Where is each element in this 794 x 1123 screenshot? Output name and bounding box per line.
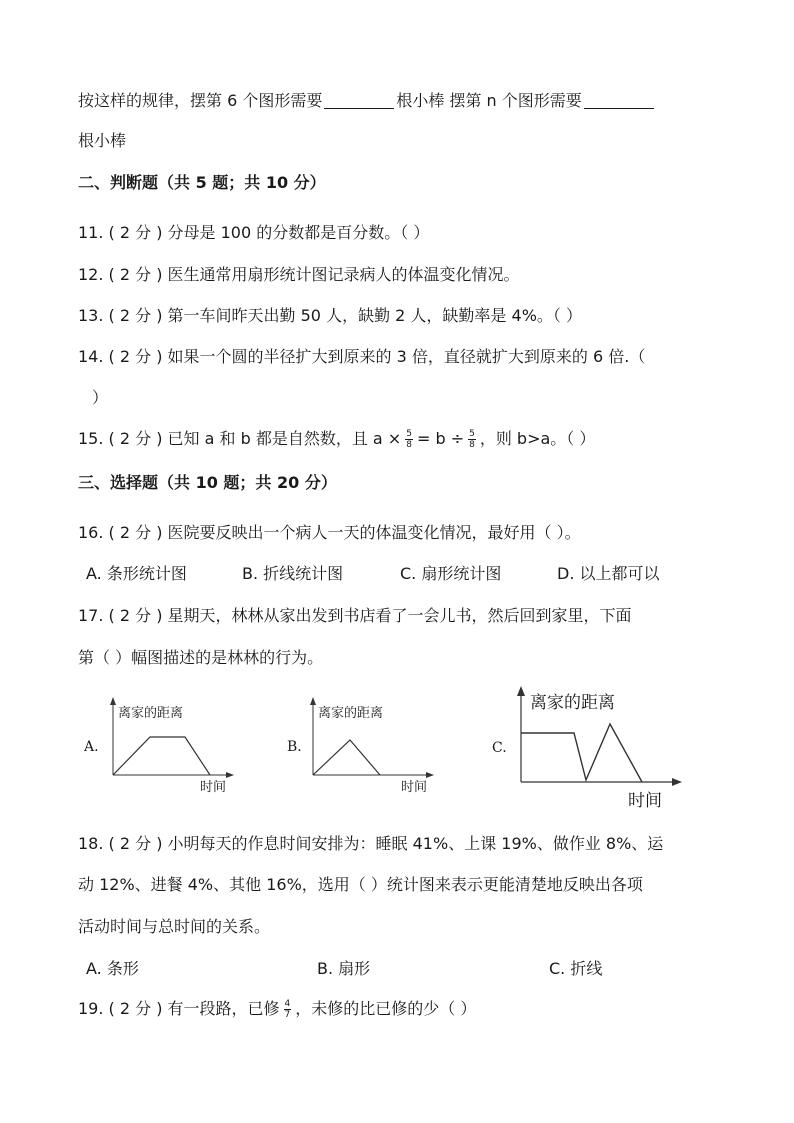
q18-option-b[interactable]: B. 扇形 xyxy=(317,959,371,978)
question-17-line2: 第（ ）幅图描述的是林林的行为。 xyxy=(78,648,324,667)
q16-option-b[interactable]: B. 折线统计图 xyxy=(242,564,344,583)
question-15 xyxy=(78,426,595,450)
graph-c-xlabel: 时间 xyxy=(628,791,662,811)
graph-c[interactable] xyxy=(490,682,690,812)
answer-blank-1[interactable] xyxy=(324,92,394,109)
question-11: 11. ( 2 分 ) 分母是 100 的分数都是百分数。（ ） xyxy=(78,223,430,242)
question-13: 13. ( 2 分 ) 第一车间昨天出勤 50 人，缺勤 2 人，缺勤率是 4%。（ ） xyxy=(78,306,582,325)
question-18-line2: 动 12%、进餐 4%、其他 16%，选用（ ）统计图来表示更能清楚地反映出各项 xyxy=(78,875,643,894)
q18-option-c[interactable]: C. 折线 xyxy=(549,959,603,978)
frac-num: 4 xyxy=(284,999,291,1009)
q15-part2: = b ÷ xyxy=(416,429,465,448)
section-title-judgement: 二、判断题（共 5 题；共 10 分） xyxy=(78,173,326,192)
graph-b[interactable] xyxy=(285,695,445,795)
frac-den: 7 xyxy=(284,1010,291,1020)
frac-den: 8 xyxy=(406,440,412,450)
q16-option-a[interactable]: A. 条形统计图 xyxy=(86,564,187,583)
question-14: 14. ( 2 分 ) 如果一个圆的半径扩大到原来的 3 倍，直径就扩大到原来的 6 倍.（ xyxy=(78,347,646,366)
question-16: 16. ( 2 分 ) 医院要反映出一个病人一天的体温变化情况，最好用（ ）。 xyxy=(78,523,581,542)
q19-part2: ，未修的比已修的少（ ） xyxy=(295,999,477,1018)
frac-den: 8 xyxy=(469,440,475,450)
graph-a-label: A. xyxy=(84,739,99,755)
graph-c-label: C. xyxy=(492,740,507,756)
question-12: 12. ( 2 分 ) 医生通常用扇形统计图记录病人的体温变化情况。 xyxy=(78,265,520,284)
question-14-cont: ） xyxy=(92,388,109,407)
fraction-5-8-a xyxy=(405,429,413,450)
q15-part3: ，则 b>a。（ ） xyxy=(479,429,596,448)
graph-b-ylabel: 离家的距离 xyxy=(318,706,384,721)
top-question-line-2: 根小棒 xyxy=(78,131,127,150)
graph-a-xlabel: 时间 xyxy=(200,780,227,795)
q16-option-c[interactable]: C. 扇形统计图 xyxy=(400,564,502,583)
top-text-1: 按这样的规律，摆第 6 个图形需要 xyxy=(78,91,323,110)
question-18-line3: 活动时间与总时间的关系。 xyxy=(78,917,271,936)
q15-part1: 15. ( 2 分 ) 已知 a 和 b 都是自然数，且 a × xyxy=(78,429,402,448)
graph-a[interactable] xyxy=(80,695,240,795)
graph-a-ylabel: 离家的距离 xyxy=(118,706,184,721)
top-text-2: 根小棒 摆第 n 个图形需要 xyxy=(396,91,582,110)
question-19 xyxy=(78,996,476,1020)
q18-option-a[interactable]: A. 条形 xyxy=(86,959,139,978)
top-question-line xyxy=(78,88,656,111)
graph-c-ylabel: 离家的距离 xyxy=(530,693,615,713)
answer-blank-2[interactable] xyxy=(584,92,654,109)
section-title-choice: 三、选择题（共 10 题；共 20 分） xyxy=(78,473,337,492)
q19-part1: 19. ( 2 分 ) 有一段路，已修 xyxy=(78,999,280,1018)
question-18-line1: 18. ( 2 分 ) 小明每天的作息时间安排为：睡眠 41%、上课 19%、做作业 8%、运 xyxy=(78,834,664,853)
fraction-4-7 xyxy=(284,999,292,1020)
graph-b-xlabel: 时间 xyxy=(401,780,428,795)
graph-b-label: B. xyxy=(287,739,302,755)
q16-option-d[interactable]: D. 以上都可以 xyxy=(557,564,660,583)
fraction-5-8-b xyxy=(468,429,476,450)
frac-num: 5 xyxy=(469,429,475,439)
frac-num: 5 xyxy=(406,429,412,439)
question-17-line1: 17. ( 2 分 ) 星期天，林林从家出发到书店看了一会儿书，然后回到家里，下面 xyxy=(78,606,632,625)
